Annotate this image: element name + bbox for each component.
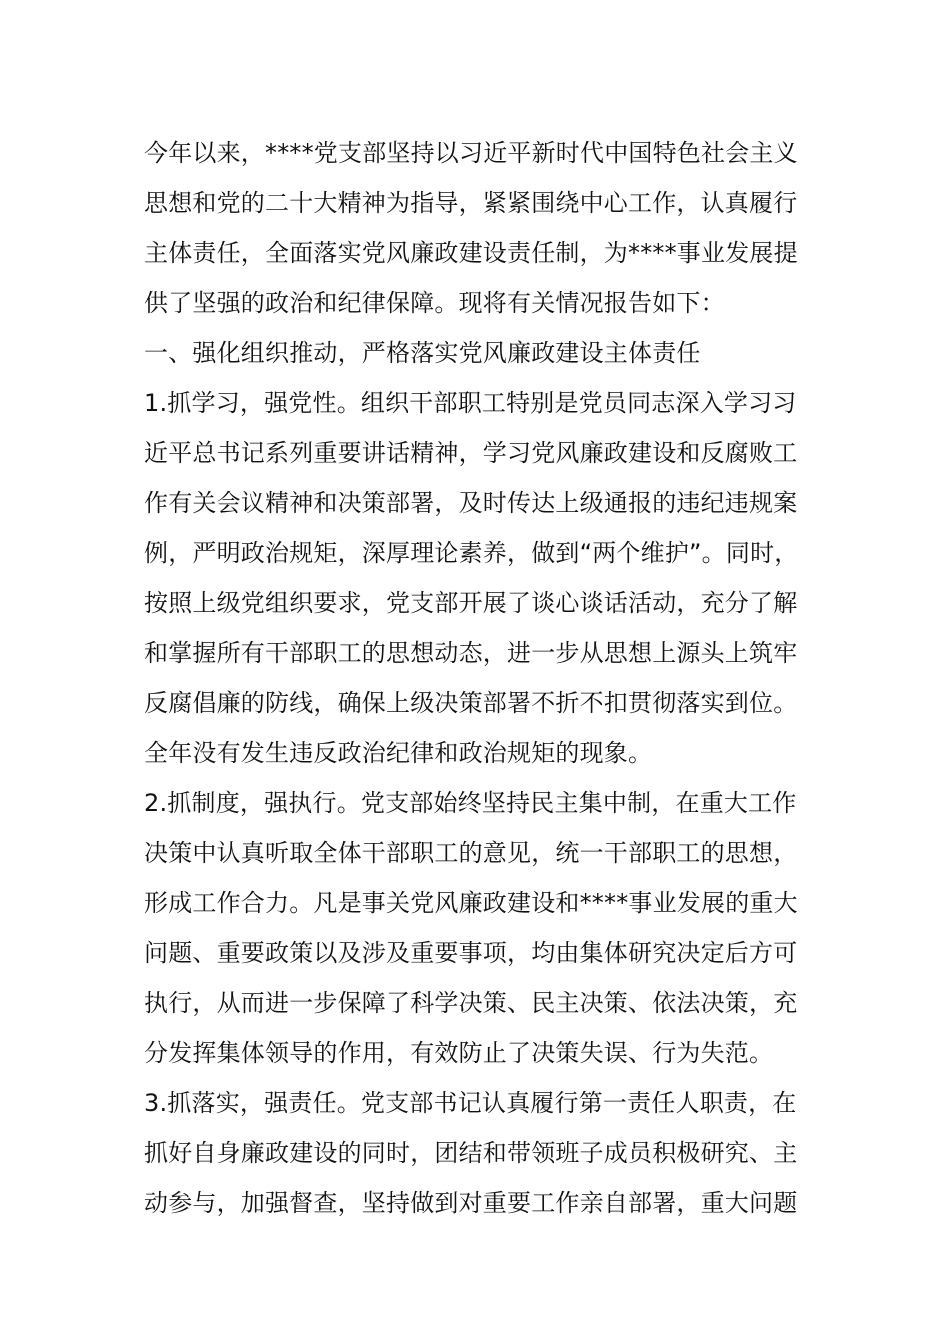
text-line: 思想和党的二十大精神为指导，紧紧围绕中心工作，认真履行 xyxy=(144,189,798,217)
text-line: 反腐倡廉的防线，确保上级决策部署不折不扣贯彻落实到位。 xyxy=(144,689,798,717)
text-line: 形成工作合力。凡是事关党风廉政建设和****事业发展的重大 xyxy=(144,889,798,917)
text-line: 问题、重要政策以及涉及重要事项，均由集体研究决定后方可 xyxy=(144,939,798,967)
text-line: 全年没有发生违反政治纪律和政治规矩的现象。 xyxy=(144,739,653,767)
document-body xyxy=(144,128,824,1228)
text-line: 执行，从而进一步保障了科学决策、民主决策、依法决策，充 xyxy=(144,989,798,1017)
text-line: 按照上级党组织要求，党支部开展了谈心谈话活动，充分了解 xyxy=(144,589,798,617)
text-line: 1.抓学习，强党性。组织干部职工特别是党员同志深入学习习 xyxy=(144,389,797,417)
text-line: 动参与，加强督查，坚持做到对重要工作亲自部署，重大问题 xyxy=(144,1189,798,1217)
text-line: 抓好自身廉政建设的同时，团结和带领班子成员积极研究、主 xyxy=(144,1139,798,1167)
text-line: 决策中认真听取全体干部职工的意见，统一干部职工的思想， xyxy=(144,839,798,867)
text-line: 作有关会议精神和决策部署，及时传达上级通报的违纪违规案 xyxy=(144,489,798,517)
text-line: 分发挥集体领导的作用，有效防止了决策失误、行为失范。 xyxy=(144,1039,774,1067)
text-line: 今年以来，****党支部坚持以习近平新时代中国特色社会主义 xyxy=(144,139,798,167)
section-heading: 一、强化组织推动，严格落实党风廉政建设主体责任 xyxy=(144,339,701,367)
text-line: 3.抓落实，强责任。党支部书记认真履行第一责任人职责，在 xyxy=(144,1089,797,1117)
text-line: 2.抓制度，强执行。党支部始终坚持民主集中制，在重大工作 xyxy=(144,789,797,817)
text-line: 例，严明政治规矩，深厚理论素养，做到“两个维护”。同时， xyxy=(144,539,799,567)
text-line: 供了坚强的政治和纪律保障。现将有关情况报告如下： xyxy=(144,289,725,317)
text-line: 主体责任，全面落实党风廉政建设责任制，为****事业发展提 xyxy=(144,239,798,267)
text-line: 和掌握所有干部职工的思想动态，进一步从思想上源头上筑牢 xyxy=(144,639,798,667)
text-line: 近平总书记系列重要讲话精神，学习党风廉政建设和反腐败工 xyxy=(144,439,798,467)
